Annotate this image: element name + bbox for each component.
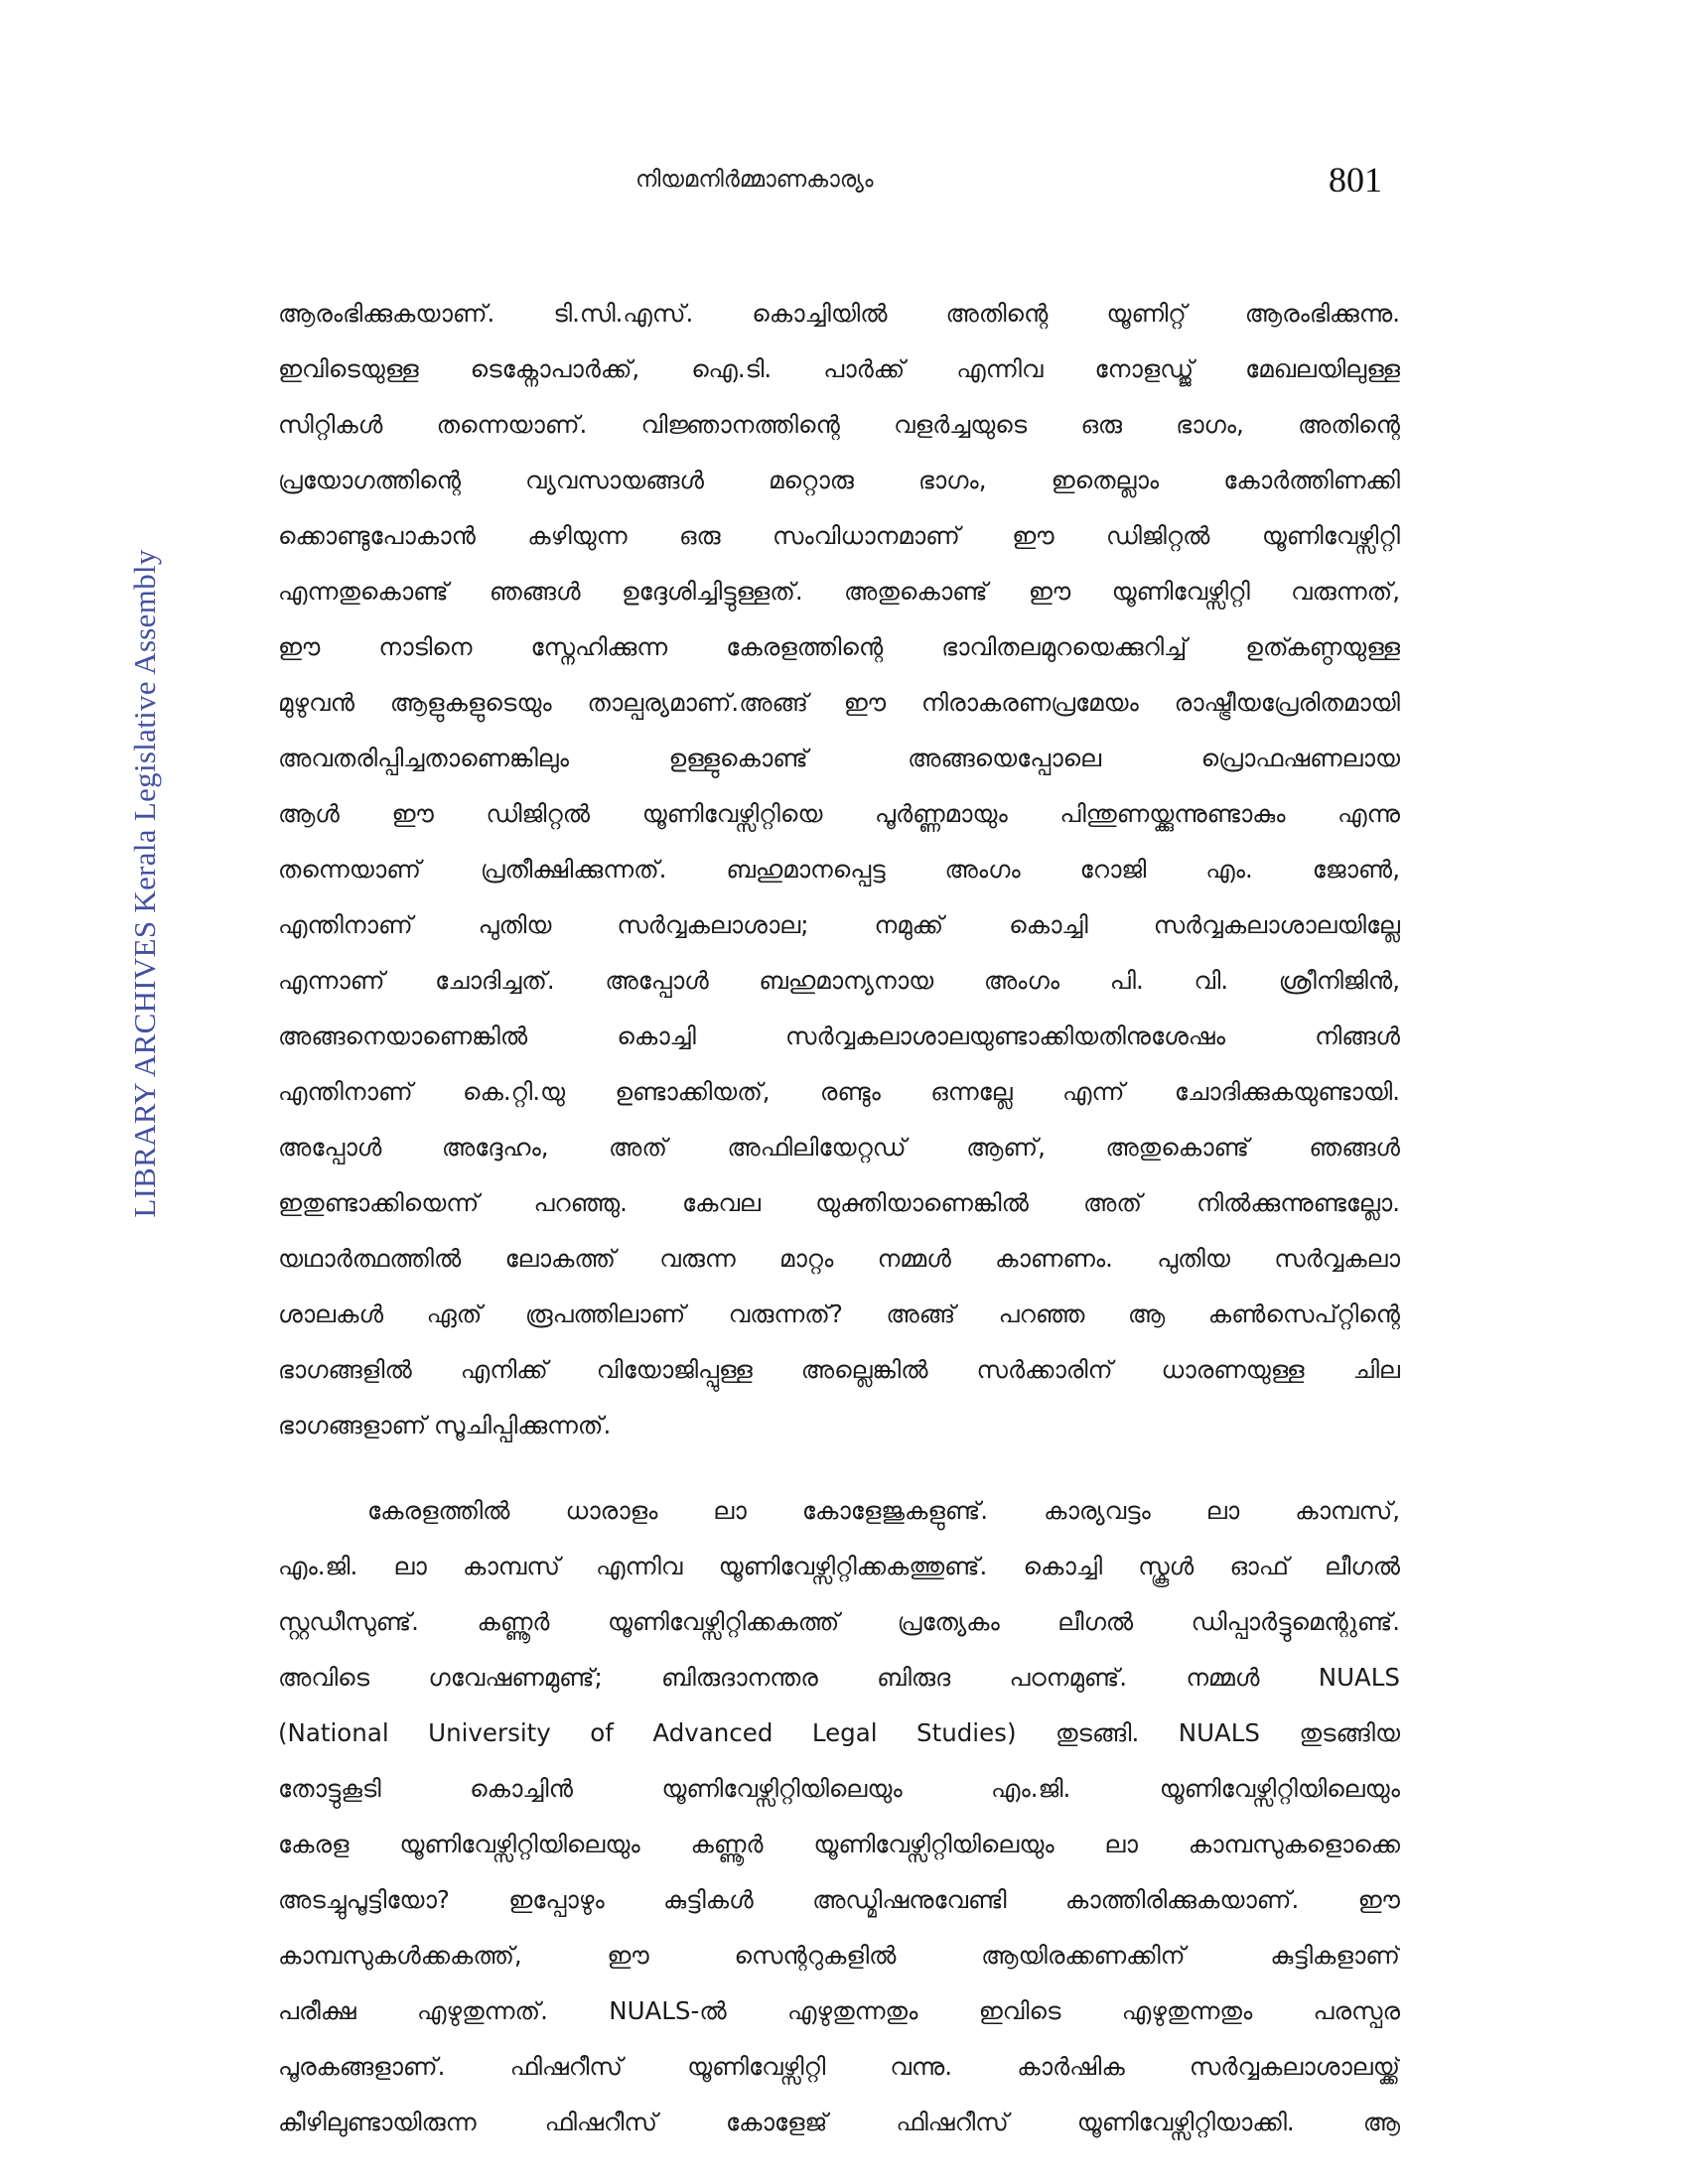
text-line: ഇവിടെയുള്ള ടെക്നോപാർക്ക്, ഐ.ടി. പാർക്ക് എന്നിവ നോളഡ്ജ് മേഖലയിലുള്ള bbox=[278, 354, 1400, 383]
text-line: കാമ്പസുകൾക്കകത്ത്, ഈ സെന്ററുകളിൽ ആയിരക്കണക്കിന് കുട്ടികളാണ് bbox=[278, 1941, 1400, 1970]
text-line: ശാലകൾ ഏത് രൂപത്തിലാണ് വരുന്നത്? അങ്ങ് പറഞ്ഞ ആ കൺസെപ്റ്റിന്റെ bbox=[278, 1299, 1400, 1328]
text-line: അങ്ങനെയാണെങ്കിൽ കൊച്ചി സർവ്വകലാശാലയുണ്ടാക്കിയതിനുശേഷം നിങ്ങൾ bbox=[278, 1022, 1400, 1050]
text-line: സ്റ്റഡീസുണ്ട്. കണ്ണൂർ യൂണിവേഴ്സിറ്റിക്കകത്ത് പ്രത്യേകം ലീഗൽ ഡിപ്പാർട്ടുമെന്റുണ്ട്. bbox=[278, 1607, 1400, 1636]
text-line: ആൾ ഈ ഡിജിറ്റൽ യൂണിവേഴ്സിറ്റിയെ പൂർണ്ണമായും പിന്തുണയ്ക്കുന്നുണ്ടാകും എന്നു bbox=[278, 799, 1400, 828]
paragraph-gap bbox=[278, 1453, 1400, 1483]
page-number: 801 bbox=[1329, 160, 1382, 200]
text-line: കേരളത്തിൽ ധാരാളം ലാ കോളേജുകളുണ്ട്. കാര്യവട്ടം ലാ കാമ്പസ്, bbox=[367, 1496, 1400, 1525]
paragraph-2 bbox=[278, 1483, 1400, 2150]
paragraph-1 bbox=[278, 286, 1400, 1453]
text-line: യഥാർത്ഥത്തിൽ ലോകത്ത് വരുന്ന മാറ്റം നമ്മൾ കാണണം. പുതിയ സർവ്വകലാ bbox=[278, 1244, 1400, 1273]
text-line: എന്നാണ് ചോദിച്ചത്. അപ്പോൾ ബഹുമാന്യനായ അംഗം പി. വി. ശ്രീനിജിൻ, bbox=[278, 966, 1400, 995]
text-line: എന്തിനാണ് പുതിയ സർവ്വകലാശാല; നമുക്ക് കൊച്ചി സർവ്വകലാശാലയില്ലേ bbox=[278, 910, 1400, 939]
body-text bbox=[278, 286, 1400, 2150]
text-line: സിറ്റികൾ തന്നെയാണ്. വിജ്ഞാനത്തിന്റെ വളർച്ചയുടെ ഒരു ഭാഗം, അതിന്റെ bbox=[278, 410, 1400, 439]
text-line: അടച്ചുപൂട്ടിയോ? ഇപ്പോഴും കുട്ടികൾ അഡ്മിഷനുവേണ്ടി കാത്തിരിക്കുകയാണ്. ഈ bbox=[278, 1885, 1400, 1914]
text-line: ഭാഗങ്ങളിൽ എനിക്ക് വിയോജിപ്പുള്ള അല്ലെങ്കിൽ സർക്കാരിന് ധാരണയുള്ള ചില bbox=[278, 1355, 1400, 1384]
text-line: തന്നെയാണ് പ്രതീക്ഷിക്കുന്നത്. ബഹുമാനപ്പെട്ട അംഗം റോജി എം. ജോൺ, bbox=[278, 855, 1400, 884]
text-line: കീഴിലുണ്ടായിരുന്ന ഫിഷറീസ് കോളേജ് ഫിഷറീസ് യൂണിവേഴ്സിറ്റിയാക്കി. ആ bbox=[278, 2108, 1400, 2136]
text-line: അവിടെ ഗവേഷണമുണ്ട്; ബിരുദാനന്തര ബിരുദ പഠനമുണ്ട്. നമ്മൾ NUALS bbox=[278, 1663, 1400, 1692]
text-line: ഭാഗങ്ങളാണ് സൂചിപ്പിക്കുന്നത്. bbox=[278, 1411, 612, 1439]
text-line: ആരംഭിക്കുകയാണ്. ടി.സി.എസ്. കൊച്ചിയിൽ അതിന്റെ യൂണിറ്റ് ആരംഭിക്കുന്നു. bbox=[278, 299, 1400, 328]
text-line: കേരള യൂണിവേഴ്സിറ്റിയിലെയും കണ്ണൂർ യൂണിവേഴ്സിറ്റിയിലെയും ലാ കാമ്പസുകളൊക്കെ bbox=[278, 1830, 1400, 1858]
text-line: പൂരകങ്ങളാണ്. ഫിഷറീസ് യൂണിവേഴ്സിറ്റി വന്നു. കാർഷിക സർവ്വകലാശാലയ്ക്ക് bbox=[278, 2052, 1400, 2081]
text-line: പ്രയോഗത്തിന്റെ വ്യവസായങ്ങൾ മറ്റൊരു ഭാഗം, ഇതെല്ലാം കോർത്തിണക്കി bbox=[278, 466, 1400, 494]
archive-watermark: LIBRARY ARCHIVES Kerala Legislative Assembly bbox=[127, 549, 162, 1218]
text-line: ഈ നാടിനെ സ്നേഹിക്കുന്ന കേരളത്തിന്റെ ഭാവിതലമുറയെക്കുറിച്ച് ഉത്കണ്ഠയുള്ള bbox=[278, 632, 1400, 661]
text-line: എന്നതുകൊണ്ട് ഞങ്ങൾ ഉദ്ദേശിച്ചിട്ടുള്ളത്. അതുകൊണ്ട് ഈ യൂണിവേഴ്സിറ്റി വരുന്നത്, bbox=[278, 577, 1400, 606]
text-line: മുഴുവൻ ആളുകളുടെയും താല്പര്യമാണ്.അങ്ങ് ഈ നിരാകരണപ്രമേയം രാഷ്ട്രീയപ്രേരിതമായി bbox=[278, 688, 1400, 717]
text-line: അപ്പോൾ അദ്ദേഹം, അത് അഫിലിയേറ്റഡ് ആണ്, അതുകൊണ്ട് ഞങ്ങൾ bbox=[278, 1133, 1400, 1161]
text-line: പരീക്ഷ എഴുതുന്നത്. NUALS-ൽ എഴുതുന്നതും ഇവിടെ എഴുതുന്നതും പരസ്പര bbox=[278, 1996, 1400, 2025]
text-line: എം.ജി. ലാ കാമ്പസ് എന്നിവ യൂണിവേഴ്സിറ്റിക്കകത്തുണ്ട്. കൊച്ചി സ്കൂൾ ഓഫ് ലീഗൽ bbox=[278, 1552, 1400, 1580]
text-line: തോട്ടുകൂടി കൊച്ചിൻ യൂണിവേഴ്സിറ്റിയിലെയും എം.ജി. യൂണിവേഴ്സിറ്റിയിലെയും bbox=[278, 1774, 1400, 1803]
running-header-title: നിയമനിർമ്മാണകാര്യം bbox=[635, 167, 874, 193]
text-line: ക്കൊണ്ടുപോകാൻ കഴിയുന്ന ഒരു സംവിധാനമാണ് ഈ ഡിജിറ്റൽ യൂണിവേഴ്സിറ്റി bbox=[278, 521, 1400, 550]
text-line: എന്തിനാണ് കെ.റ്റി.യു ഉണ്ടാക്കിയത്, രണ്ടും ഒന്നല്ലേ എന്ന് ചോദിക്കുകയുണ്ടായി. bbox=[278, 1077, 1400, 1106]
text-line: അവതരിപ്പിച്ചതാണെങ്കിലും ഉള്ളുകൊണ്ട് അങ്ങയെപ്പോലെ പ്രൊഫഷണലായ bbox=[278, 744, 1400, 772]
text-line: ഇതുണ്ടാക്കിയെന്ന് പറഞ്ഞു. കേവല യുക്തിയാണെങ്കിൽ അത് നിൽക്കുന്നുണ്ടല്ലോ. bbox=[278, 1188, 1400, 1217]
text-line: (National University of Advanced Legal Studies) തുടങ്ങി. NUALS തുടങ്ങിയ bbox=[278, 1718, 1400, 1747]
